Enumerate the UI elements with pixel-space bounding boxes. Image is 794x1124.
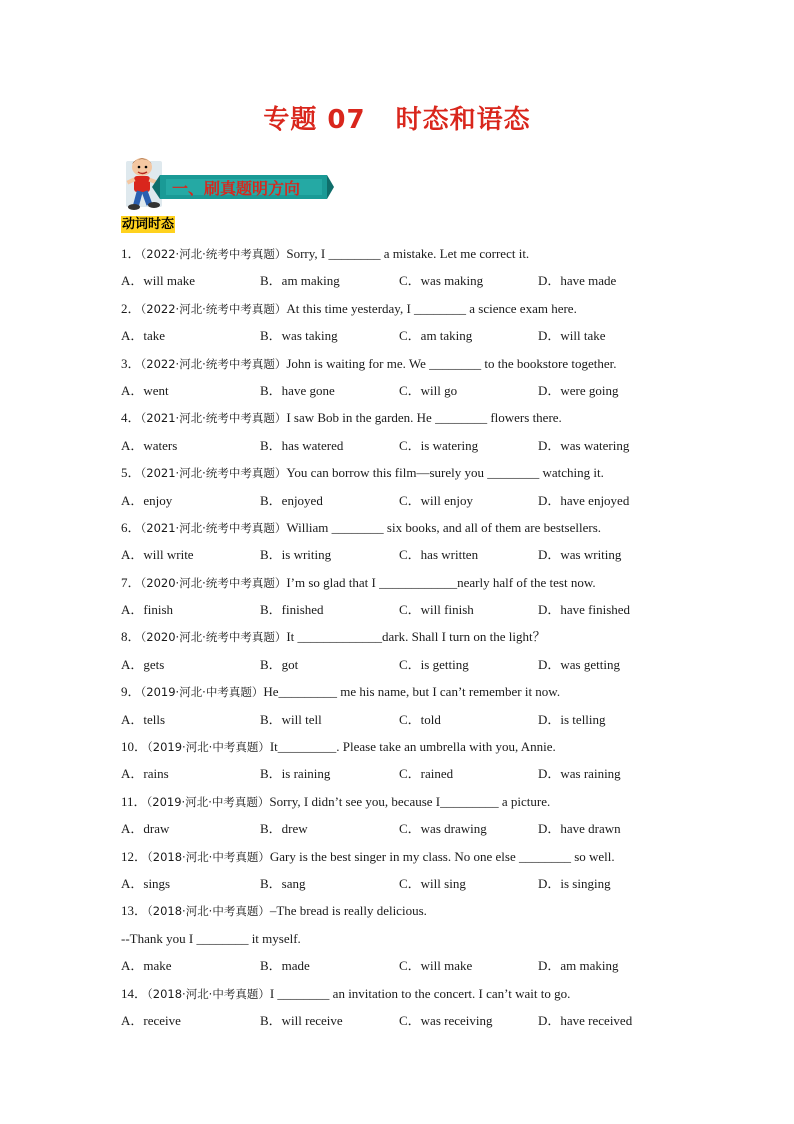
banner-text: 一、刷真题明方向 [172, 179, 301, 198]
option-b[interactable]: B．will tell [260, 711, 322, 727]
option-c[interactable]: C．was receiving [399, 1012, 493, 1028]
option-c[interactable]: C．rained [399, 766, 454, 782]
options-5 [121, 487, 721, 514]
question-9 [121, 678, 721, 705]
option-a[interactable]: A．tells [121, 711, 166, 727]
option-a[interactable]: A．waters [121, 437, 178, 453]
question-5 [121, 459, 721, 486]
option-d[interactable]: D．have received [538, 1012, 633, 1028]
option-c[interactable]: C．told [399, 711, 441, 727]
options-7 [121, 596, 721, 623]
option-a[interactable]: A．draw [121, 821, 170, 837]
question-source: （2022·河北·统考中考真题） [140, 301, 287, 316]
option-a[interactable]: A．went [121, 382, 169, 398]
option-b[interactable]: B．am making [260, 273, 340, 289]
question-2 [121, 295, 721, 322]
option-c[interactable]: C．has written [399, 547, 479, 563]
question-stem: Sorry, I ________ a mistake. Let me correct it. [286, 246, 530, 261]
question-number: 11． [121, 793, 147, 809]
option-d[interactable]: D．is telling [538, 711, 606, 727]
question-stem: You can borrow this film—surely you ________ watching it. [286, 465, 604, 481]
option-d[interactable]: D．was getting [538, 656, 620, 672]
option-d[interactable]: D．am making [538, 958, 619, 974]
option-a[interactable]: A．receive [121, 1012, 181, 1028]
question-source: （2018·河北·中考真题） [147, 904, 270, 919]
question-stem: I ________ an invitation to the concert. I can’t wait to go. [269, 985, 571, 1001]
title-topic-number: 专题 07 [263, 105, 366, 135]
option-d[interactable]: D．was watering [538, 437, 630, 453]
option-b[interactable]: B．finished [260, 602, 324, 618]
option-c[interactable]: C．will go [399, 382, 458, 398]
options-1 [121, 267, 721, 294]
question-4 [121, 404, 721, 431]
question-stem: John is waiting for me. We ________ to the bookstore together. [286, 355, 617, 371]
options-3 [121, 377, 721, 404]
question-stem: Gary is the best singer in my class. No one else ________ so well. [269, 848, 615, 864]
question-number: 2． [121, 300, 141, 316]
question-number: 10． [121, 739, 148, 755]
option-c[interactable]: C．is watering [399, 437, 479, 453]
question-13-reply: --Thank you I ________ it myself. [121, 930, 301, 946]
question-13 [121, 897, 721, 924]
option-b[interactable]: B．will receive [260, 1012, 343, 1028]
title-topic-name: 时态和语态 [395, 105, 531, 135]
option-a[interactable]: A．enjoy [121, 492, 173, 508]
option-c[interactable]: C．was making [399, 273, 484, 289]
question-number: 1． [121, 246, 141, 261]
question-12 [121, 843, 721, 870]
question-stem: It _____________dark. Shall I turn on the light？ [286, 629, 546, 645]
question-number: 4． [121, 410, 141, 426]
option-c[interactable]: C．will sing [399, 875, 466, 891]
option-b[interactable]: B．enjoyed [260, 492, 323, 508]
option-a[interactable]: A．make [121, 958, 172, 974]
question-11 [121, 788, 721, 815]
option-c[interactable]: C．will enjoy [399, 492, 474, 508]
options-9 [121, 706, 721, 733]
option-c[interactable]: C．was drawing [399, 821, 487, 837]
option-c[interactable]: C．will make [399, 958, 473, 974]
option-d[interactable]: D．was writing [538, 547, 622, 563]
question-source: （2019·河北·中考真题） [147, 740, 270, 755]
question-number: 9． [121, 684, 141, 700]
option-b[interactable]: B．was taking [260, 328, 338, 344]
question-7 [121, 569, 721, 596]
question-source: （2022·河北·统考中考真题） [140, 247, 287, 261]
options-8 [121, 651, 721, 678]
option-d[interactable]: D．is singing [538, 875, 611, 891]
option-a[interactable]: A．will make [121, 273, 196, 289]
option-a[interactable]: A．will write [121, 547, 194, 563]
option-b[interactable]: B．drew [260, 821, 308, 837]
question-3 [121, 350, 721, 377]
option-a[interactable]: A．take [121, 328, 166, 344]
section-banner [122, 153, 334, 219]
option-b[interactable]: B．is raining [260, 766, 331, 782]
options-14 [121, 1007, 721, 1034]
question-source: （2019·河北·中考真题） [140, 685, 264, 700]
question-source: （2018·河北·中考真题） [147, 849, 270, 864]
question-stem: It_________. Please take an umbrella with you, Annie. [269, 739, 556, 755]
option-d[interactable]: D．have enjoyed [538, 492, 630, 508]
option-b[interactable]: B．made [260, 958, 310, 974]
question-8 [121, 623, 721, 650]
question-source: （2022·河北·统考中考真题） [140, 356, 287, 371]
options-12 [121, 870, 721, 897]
question-source: （2020·河北·统考中考真题） [140, 630, 287, 645]
options-2 [121, 322, 721, 349]
question-stem: I’m so glad that I ____________nearly half of the test now. [286, 574, 596, 590]
option-a[interactable]: A．sings [121, 875, 171, 891]
option-d[interactable]: D．was raining [538, 766, 621, 782]
question-number: 6． [121, 519, 141, 535]
option-b[interactable]: B．sang [260, 875, 306, 891]
question-stem: At this time yesterday, I ________ a science exam here. [286, 300, 577, 316]
option-a[interactable]: A．finish [121, 602, 174, 618]
options-4 [121, 432, 721, 459]
question-list [121, 240, 721, 1034]
question-10 [121, 733, 721, 760]
option-b[interactable]: B．has watered [260, 437, 344, 453]
question-number: 8． [121, 629, 141, 645]
option-b[interactable]: B．have gone [260, 382, 335, 398]
option-d[interactable]: D．will take [538, 328, 606, 344]
question-source: （2021·河北·统考中考真题） [140, 466, 287, 481]
option-d[interactable]: D．were going [538, 382, 619, 398]
option-c[interactable]: C．will finish [399, 602, 474, 618]
option-b[interactable]: B．got [260, 656, 299, 672]
option-d[interactable]: D．have drawn [538, 821, 621, 837]
question-stem: –The bread is really delicious. [269, 903, 427, 919]
option-c[interactable]: C．am taking [399, 328, 473, 344]
question-number: 3． [121, 355, 141, 371]
option-b[interactable]: B．is writing [260, 547, 332, 563]
option-a[interactable]: A．gets [121, 656, 165, 672]
section-label: 动词时态 [122, 217, 175, 232]
question-source: （2020·河北·统考中考真题） [140, 575, 287, 590]
question-source: （2018·河北·中考真题） [147, 986, 270, 1001]
question-source: （2019·河北·中考真题） [146, 794, 270, 809]
question-number: 14． [121, 985, 148, 1001]
option-c[interactable]: C．is getting [399, 656, 469, 672]
question-source: （2021·河北·统考中考真题） [140, 520, 287, 535]
question-1 [121, 240, 721, 267]
options-10 [121, 760, 721, 787]
question-number: 13． [121, 903, 148, 919]
page-title [0, 99, 794, 136]
option-d[interactable]: D．have made [538, 273, 617, 289]
question-number: 12． [121, 848, 148, 864]
question-source: （2021·河北·统考中考真题） [140, 411, 287, 426]
options-6 [121, 541, 721, 568]
question-number: 5． [121, 465, 141, 481]
question-number: 7． [121, 574, 141, 590]
question-stem: William ________ six books, and all of them are bestsellers. [286, 519, 602, 535]
options-11 [121, 815, 721, 842]
question-14 [121, 980, 721, 1007]
question-stem: Sorry, I didn’t see you, because I_________ a picture. [269, 793, 551, 809]
options-13 [121, 952, 721, 979]
option-a[interactable]: A．rains [121, 766, 169, 782]
question-stem: He_________ me his name, but I can’t remember it now. [263, 684, 561, 700]
option-d[interactable]: D．have finished [538, 602, 631, 618]
question-6 [121, 514, 721, 541]
question-stem: I saw Bob in the garden. He ________ flowers there. [286, 410, 562, 426]
